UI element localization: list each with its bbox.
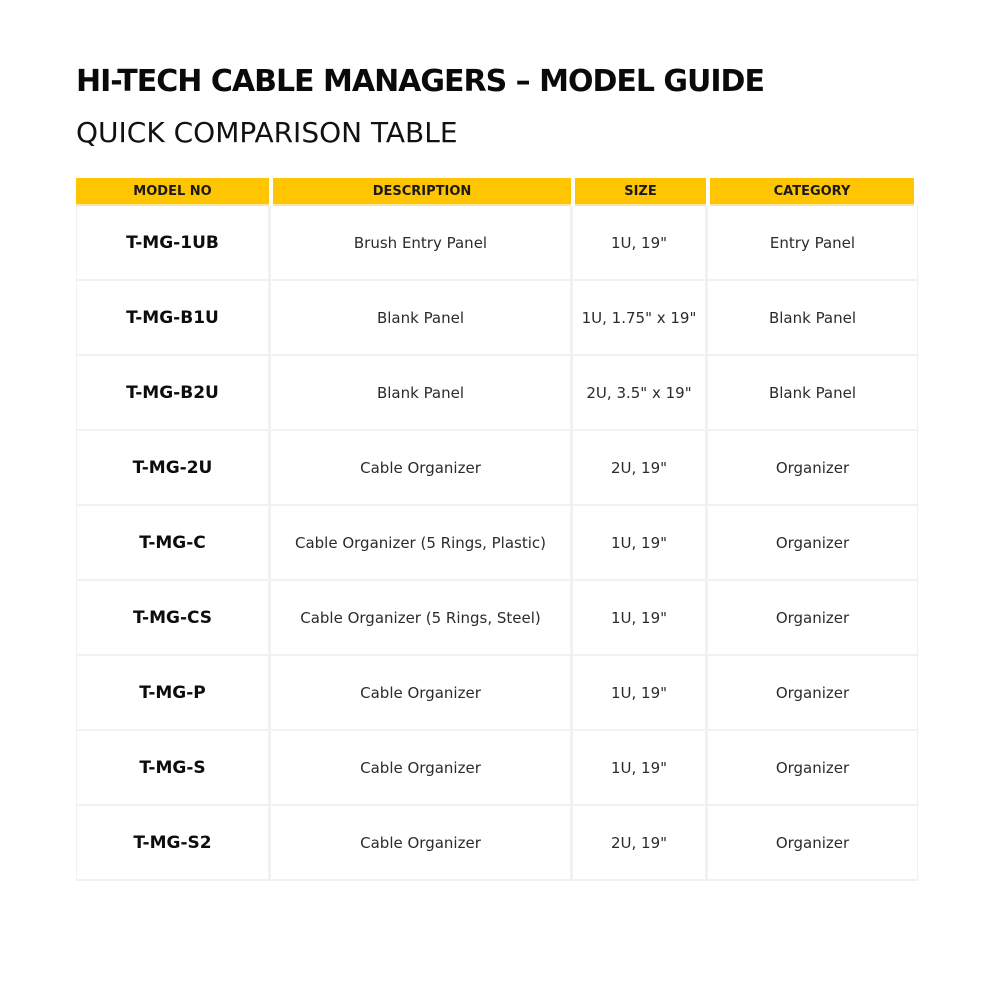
cell-size: 2U, 19" <box>573 806 708 881</box>
table-row <box>76 806 918 881</box>
cell-model: T-MG-B2U <box>76 356 271 431</box>
cell-model: T-MG-P <box>76 656 271 731</box>
header-model-no: MODEL NO <box>76 178 269 206</box>
comparison-table <box>76 178 918 881</box>
table-row <box>76 731 918 806</box>
header-category: CATEGORY <box>710 178 914 206</box>
cell-description: Cable Organizer (5 Rings, Plastic) <box>271 506 573 581</box>
cell-size: 2U, 19" <box>573 431 708 506</box>
table-row <box>76 581 918 656</box>
cell-category: Organizer <box>708 506 918 581</box>
table-row <box>76 506 918 581</box>
table-row <box>76 206 918 281</box>
cell-model: T-MG-C <box>76 506 271 581</box>
page-title: HI-TECH CABLE MANAGERS – MODEL GUIDE <box>76 64 764 99</box>
cell-description: Cable Organizer <box>271 431 573 506</box>
cell-model: T-MG-B1U <box>76 281 271 356</box>
cell-model: T-MG-CS <box>76 581 271 656</box>
cell-category: Organizer <box>708 806 918 881</box>
cell-category: Blank Panel <box>708 356 918 431</box>
cell-category: Organizer <box>708 731 918 806</box>
table-row <box>76 431 918 506</box>
cell-size: 1U, 19" <box>573 581 708 656</box>
cell-category: Organizer <box>708 656 918 731</box>
cell-size: 1U, 1.75" x 19" <box>573 281 708 356</box>
cell-category: Organizer <box>708 431 918 506</box>
cell-description: Cable Organizer (5 Rings, Steel) <box>271 581 573 656</box>
table-header-row <box>76 178 918 206</box>
cell-description: Cable Organizer <box>271 806 573 881</box>
cell-size: 1U, 19" <box>573 731 708 806</box>
table-row <box>76 281 918 356</box>
cell-model: T-MG-2U <box>76 431 271 506</box>
table-row <box>76 656 918 731</box>
cell-description: Blank Panel <box>271 356 573 431</box>
cell-description: Blank Panel <box>271 281 573 356</box>
cell-size: 1U, 19" <box>573 206 708 281</box>
cell-description: Cable Organizer <box>271 731 573 806</box>
header-description: DESCRIPTION <box>273 178 571 206</box>
cell-model: T-MG-S2 <box>76 806 271 881</box>
cell-model: T-MG-S <box>76 731 271 806</box>
cell-description: Brush Entry Panel <box>271 206 573 281</box>
cell-size: 1U, 19" <box>573 506 708 581</box>
cell-size: 1U, 19" <box>573 656 708 731</box>
cell-category: Blank Panel <box>708 281 918 356</box>
cell-category: Organizer <box>708 581 918 656</box>
cell-description: Cable Organizer <box>271 656 573 731</box>
cell-category: Entry Panel <box>708 206 918 281</box>
table-row <box>76 356 918 431</box>
cell-size: 2U, 3.5" x 19" <box>573 356 708 431</box>
cell-model: T-MG-1UB <box>76 206 271 281</box>
page-subtitle: QUICK COMPARISON TABLE <box>76 116 458 149</box>
header-size: SIZE <box>575 178 706 206</box>
